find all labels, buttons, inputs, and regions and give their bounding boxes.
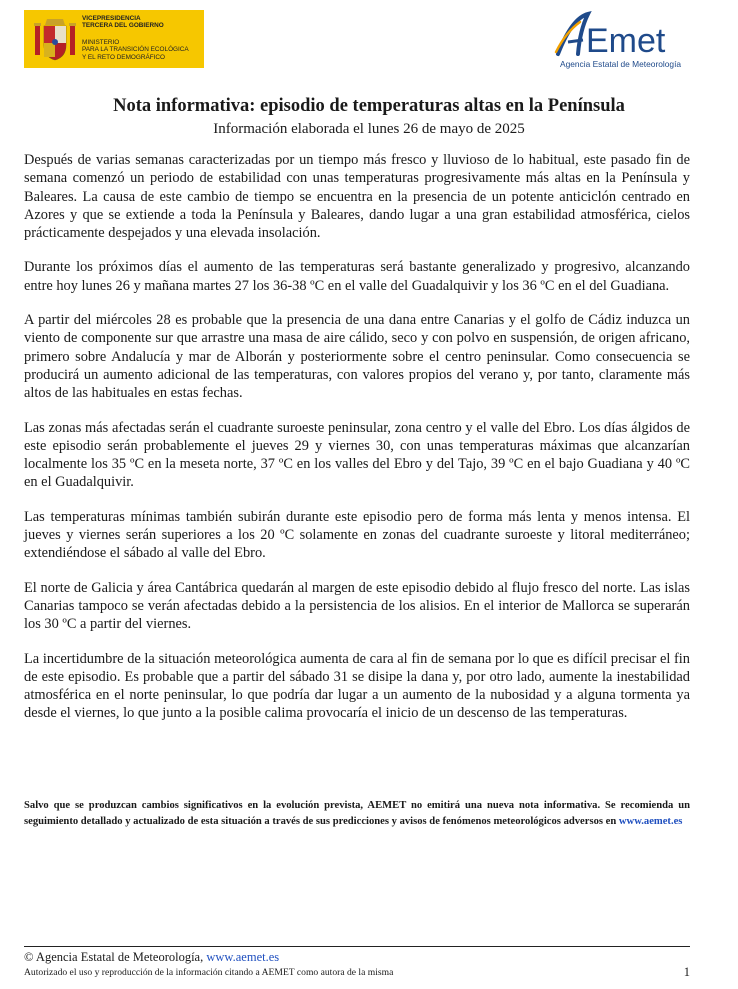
document-title: Nota informativa: episodio de temperaturas altas en la Península — [113, 96, 625, 116]
aemet-subtitle: Agencia Estatal de Meteorología — [560, 59, 682, 69]
footer-divider — [24, 946, 690, 947]
paragraph: Las zonas más afectadas serán el cuadrante suroeste peninsular, zona centro y el valle del Ebro. Los días álgidos de este episodio serán probablemente el jueves 29 y viernes 30, con unas temperaturas máximas que alcanzarían localmente los 35 ºC en la meseta norte, 37 ºC en los valles del Ebro y del Tajo, 39 ºC en el bajo Guadiana y 40 ºC en el Guadalquivir. — [24, 419, 690, 491]
svg-text:Emet: Emet — [586, 22, 666, 60]
closing-note-text: Salvo que se produzcan cambios significativos en la evolución prevista, AEMET no emitirá una nueva nota informativa. Se recomienda un seguimiento detallado y actualizado de esta situación a través de sus predicciones y avisos de fenómenos meteorológicos adversos en — [24, 800, 690, 828]
paragraph: A partir del miércoles 28 es probable que la presencia de una dana entre Canarias y el golfo de Cádiz induzca un viento de componente sur que arrastre una masa de aire cálido, seco y con polvo en suspensión, de origen africano, primero sobre Andalucía y mar de Alborán y posteriormente sobre el centro peninsular. Como consecuencia se producirá un aumento adicional de las temperaturas, con valores propios del verano y, por tanto, claramente más altos de las habituales en estas fechas. — [24, 312, 690, 402]
paragraph: Después de varias semanas caracterizadas por un tiempo más fresco y lluvioso de lo habitual, este pasado fin de semana comenzó un periodo de estabilidad con unas temperaturas progresivamente más altas en la Península y Baleares. La causa de este cambio de tiempo se encuentra en la presencia de un potente anticiclón centrado en Azores y que se extiende a toda la Península y Baleares, dando lugar a una gran estabilidad atmosférica, cielos prácticamente despejados y una elevada insolación. — [24, 152, 690, 242]
government-logo — [24, 10, 204, 68]
aemet-link[interactable]: www.aemet.es — [618, 816, 683, 828]
paragraph: Las temperaturas mínimas también subirán durante este episodio pero de forma más lenta y menos intensa. El jueves y viernes serán superiores a los 20 ºC solamente en zonas del cuadrante suroeste y litoral mediterráneo; extendiéndose el sábado al valle del Ebro. — [24, 508, 690, 562]
document-subtitle: Información elaborada el lunes 26 de mayo de 2025 — [213, 121, 525, 137]
paragraph: La incertidumbre de la situación meteorológica aumenta de cara al fin de semana por lo que es difícil precisar el fin de este episodio. Es probable que a partir del sábado 31 se disipe la dana y, por otro lado, aumente la inestabilidad atmosférica en el norte peninsular, lo que podría dar lugar a un aumento de la nubosidad y a alguna tormenta ya desde el viernes, lo que junto a la posible calima provocaría el inicio de un descenso de las temperaturas. — [24, 650, 690, 722]
closing-note — [24, 798, 690, 830]
footer-link[interactable]: www.aemet.es — [206, 950, 280, 964]
coat-of-arms-icon — [32, 15, 78, 63]
footer-copyright: © Agencia Estatal de Meteorología, www.aemet.es — [24, 950, 280, 964]
document-body — [24, 151, 690, 739]
aemet-logo — [550, 8, 690, 72]
government-text-bottom: MINISTERIO PARA LA TRANSICIÓN ECOLÓGICA Y EL RETO DEMOGRÁFICO — [82, 39, 189, 61]
footer-license: Autorizado el uso y reproducción de la información citando a AEMET como autora de la misma — [24, 967, 394, 978]
aemet-wordmark-icon — [550, 8, 690, 60]
government-text-top: VICEPRESIDENCIA TERCERA DEL GOBIERNO — [82, 15, 164, 30]
page-number: 1 — [683, 965, 690, 979]
paragraph: Durante los próximos días el aumento de las temperaturas será bastante generalizado y progresivo, alcanzando entre hoy lunes 26 y mañana martes 27 los 36-38 ºC en el valle del Guadalquivir y los 36 ºC en el del Guadiana. — [24, 259, 690, 294]
paragraph: El norte de Galicia y área Cantábrica quedarán al margen de este episodio debido al flujo fresco del norte. Las islas Canarias tampoco se verán afectadas debido a la persistencia de los alisios. En el interior de Mallorca se superarán los 30 ºC a partir del viernes. — [24, 579, 690, 633]
